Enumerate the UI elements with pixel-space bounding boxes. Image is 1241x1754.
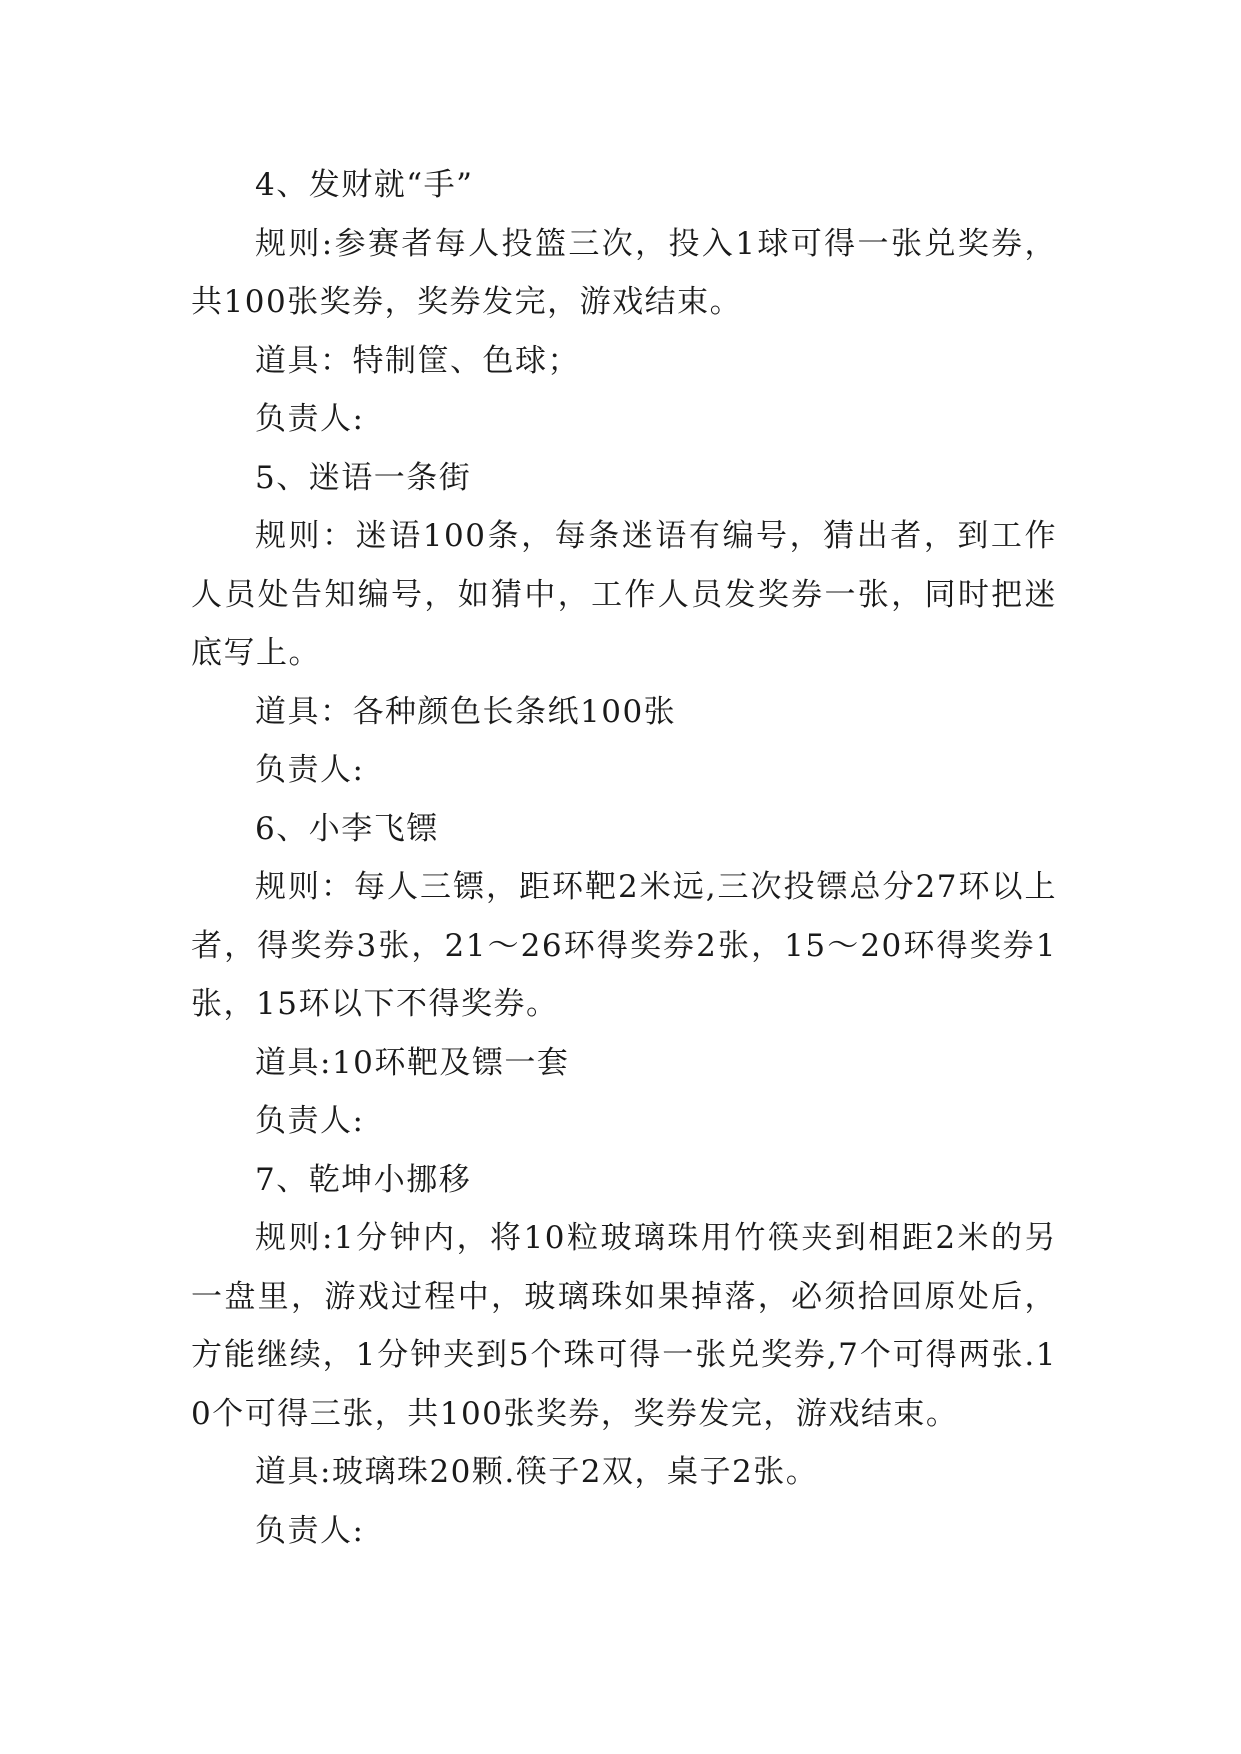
section-6-heading: 6、小李飞镖 <box>255 810 439 847</box>
section-4-props: 道具：特制筐、色球； <box>255 342 580 379</box>
section-6-rules: 规则：每人三镖，距环靶2米远,三次投镖总分27环以上者，得奖券3张，21～26环得奖券2张，15～20环得奖券1张，15环以下不得奖券。 <box>191 869 1057 1022</box>
section-4-heading: 4、发财就“手” <box>255 167 474 203</box>
section-7-owner: 负责人: <box>255 1512 365 1549</box>
section-5-props: 道具：各种颜色长条纸100张 <box>255 693 677 730</box>
section-7-rules: 规则:1分钟内，将10粒玻璃珠用竹筷夹到相距2米的另一盘里，游戏过程中，玻璃珠如果掉落，必须拾回原处后，方能继续，1分钟夹到5个珠可得一张兑奖券,7个可得两张.10个可得三张，共100张奖券，奖券发完，游戏结束。 <box>191 1220 1057 1432</box>
section-5-rules: 规则：迷语100条，每条迷语有编号，猜出者，到工作人员处告知编号，如猜中，工作人员发奖券一张，同时把迷底写上。 <box>191 518 1057 671</box>
section-5-heading: 5、迷语一条街 <box>255 459 472 496</box>
document-body <box>191 156 1057 1560</box>
section-7-props: 道具:玻璃珠20颗.筷子2双，桌子2张。 <box>255 1454 819 1490</box>
section-5-owner: 负责人: <box>255 752 365 788</box>
section-6-owner: 负责人: <box>255 1103 365 1139</box>
section-4-owner: 负责人: <box>255 401 365 437</box>
section-6-props: 道具:10环靶及镖一套 <box>255 1044 570 1081</box>
section-7-heading: 7、乾坤小挪移 <box>255 1161 472 1198</box>
section-4-rules: 规则:参赛者每人投篮三次，投入1球可得一张兑奖券，共100张奖券，奖券发完，游戏结束。 <box>191 225 1057 320</box>
